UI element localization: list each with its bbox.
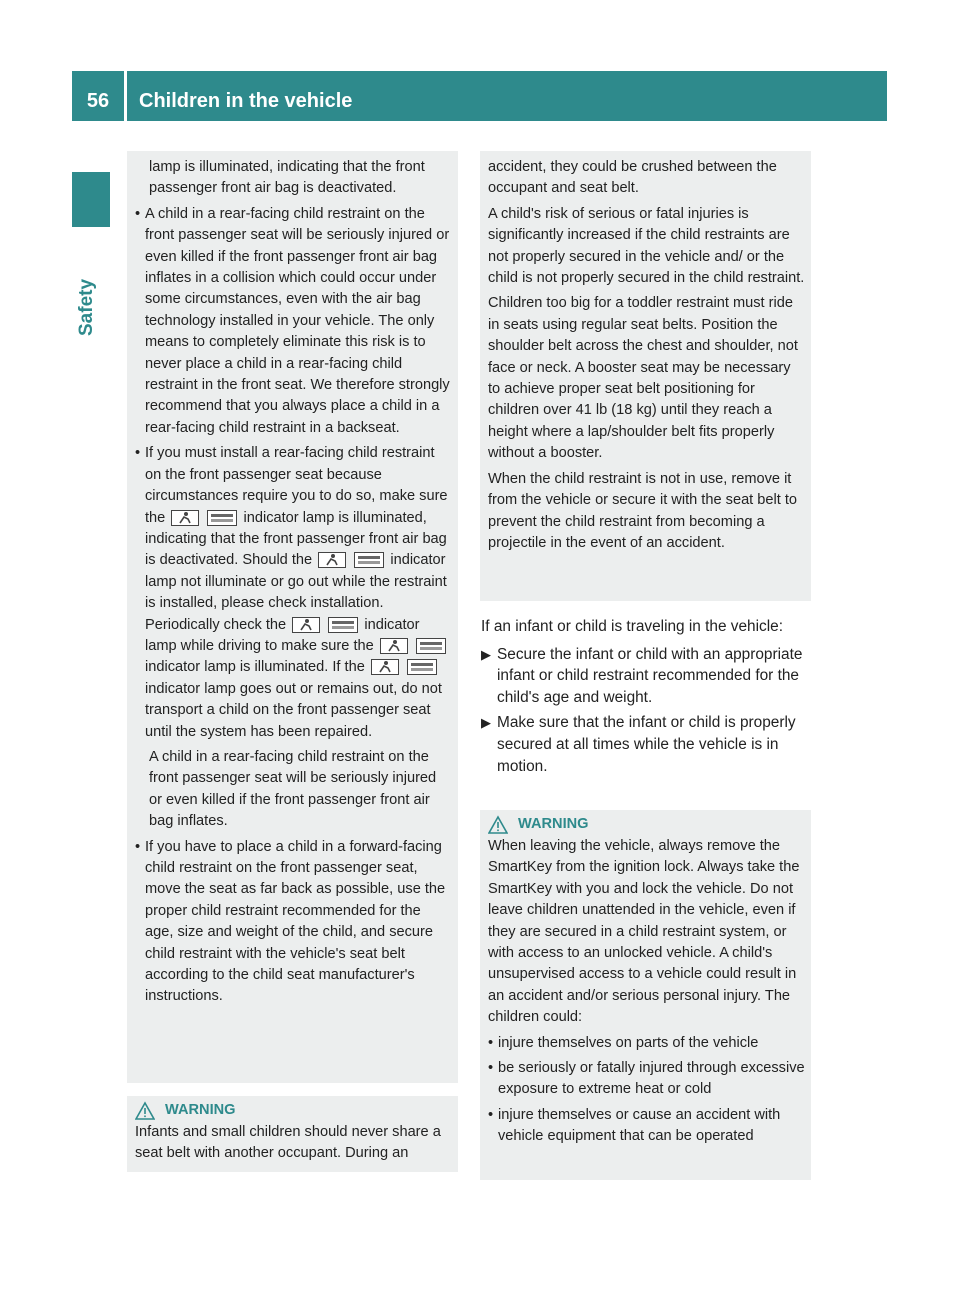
text-run: indicator lamp goes out or remains out, do not transport a child on the front passenger seat until the system has been repaired. [145,680,442,740]
warning-text: Infants and small children should never share a seat belt with another occupant. During an [135,1124,441,1162]
text-run: indicator lamp is illuminated, indicating that the front passenger front air bag is deactivated. [145,509,447,569]
warning-label: WARNING [518,816,589,833]
text-run: indicator lamp not illuminate or go out while the restraint is installed, please check installation. [145,552,447,612]
seated-occupant-icon [380,638,408,654]
seated-occupant-icon [371,659,399,675]
bullet: • [488,1106,494,1123]
list-item-text: injure themselves on parts of the vehicle [498,1034,759,1051]
warning-box [480,810,811,1180]
instruction-step [481,644,811,709]
section-label-text: Safety [76,278,97,336]
list-item [135,443,452,743]
list-item-text [145,443,452,743]
step-arrow-icon: ▶ [481,646,491,662]
text-run: indicator lamp while driving to make sure the [145,616,420,654]
section-label [76,236,106,336]
warning-box [127,1096,458,1172]
page-header [72,71,887,121]
instruction-step [481,712,811,777]
warning-triangle-icon [135,1101,155,1121]
paragraph: lamp is illuminated, indicating that the front passenger front air bag is deactivated. [149,159,425,197]
step-text: Secure the infant or child with an appropriate infant or child restraint recommended for the child's age and weight. [497,645,803,706]
list-item-text: A child in a rear-facing child restraint on the front passenger seat will be seriously injured or even killed if the front passenger front air bag inflates in a collision which could occur under some circumstances, even with the air bag technology installed in your vehicle. The only means to completely eliminate this risk is to never place a child in a rear-facing child restraint in the front seat. We therefore strongly recommend that you always place a child in a rear-facing child restraint in a backseat. [145,205,450,436]
paragraph: A child in a rear-facing child restraint on the front passenger seat will be seriously injured or even killed if the front passenger front air bag inflates. [149,748,437,830]
step-text: Make sure that the infant or child is properly secured at all times while the vehicle is in motion. [497,714,796,775]
instructions [481,616,811,777]
paragraph: Children too big for a toddler restraint must ride in seats using regular seat belts. Position the shoulder belt across the chest and shoulder, not face or neck. A booster seat may be necessary to achieve proper seat belt positioning for children over 41 lb (18 kg) until they reach a height where a lap/shoulder belt fits properly without a booster. [488,295,798,462]
list-item-text: If you have to place a child in a forward-facing child restraint on the front passenger seat, move the seat as far back as possible, use the proper child restraint recommended for the age, size and weight of the child, and secure child restraint with the vehicle's seat belt according to the child seat manufacturer's instructions. [145,838,446,1005]
list-item [135,204,452,439]
seated-occupant-icon [171,510,199,526]
warning-heading [488,814,805,836]
seated-occupant-icon [318,552,346,568]
pass-airbag-off-icon [328,617,358,633]
child-restraint-panel [127,151,458,1083]
pass-airbag-off-icon [354,552,384,568]
intro-text: If an infant or child is traveling in the vehicle: [481,618,783,635]
list-item-text: injure themselves or cause an accident with vehicle equipment that can be operated [498,1106,781,1145]
bullet: • [135,205,141,222]
seated-occupant-icon [292,617,320,633]
bullet: • [488,1060,494,1077]
bullet: • [135,838,141,855]
pass-airbag-off-icon [416,638,446,654]
bullet: • [135,445,141,462]
step-arrow-icon: ▶ [481,715,491,731]
list-item [488,1105,805,1148]
text-run: Periodically check the [145,616,287,633]
list-item-text: be seriously or fatally injured through excessive exposure to extreme heat or cold [498,1060,805,1098]
warning-text: When leaving the vehicle, always remove the SmartKey from the ignition lock. Always take the SmartKey with you and lock the vehicle. Do not leave children unattended in the vehicle, even if they are secured in a child restraint system, or with access to an unlocked vehicle. A child's unsupervised access to a vehicle could result in an accident and/or serious personal injury. The children could: [488,838,800,1026]
pass-airbag-off-icon [407,659,437,675]
warning-continuation [480,151,811,601]
list-item [135,837,452,1008]
section-tab [72,172,110,227]
list-item [488,1033,805,1054]
text-run: If you must install a rear-facing child restraint on the front passenger seat because circumstances require you to do so, make sure the [145,445,448,526]
text-run: indicator lamp is illuminated. If the [145,659,365,676]
page-title: Children in the vehicle [139,89,353,112]
paragraph: A child's risk of serious or fatal injuries is significantly increased if the child restraints are not properly secured in the vehicle and/ or the child is not properly secured in the child restraint. [488,205,805,287]
warning-heading [135,1100,452,1122]
paragraph: When the child restraint is not in use, remove it from the vehicle or secure it with the seat belt to prevent the child restraint from becoming a projectile in the event of an accident. [488,470,798,551]
pass-airbag-off-icon [207,510,237,526]
list-item [488,1058,805,1101]
bullet: • [488,1034,494,1051]
text-run: Should the [242,552,313,569]
warning-triangle-icon [488,815,508,835]
paragraph: accident, they could be crushed between the occupant and seat belt. [488,159,777,197]
warning-label: WARNING [165,1102,236,1119]
page-number: 56 [86,89,110,112]
